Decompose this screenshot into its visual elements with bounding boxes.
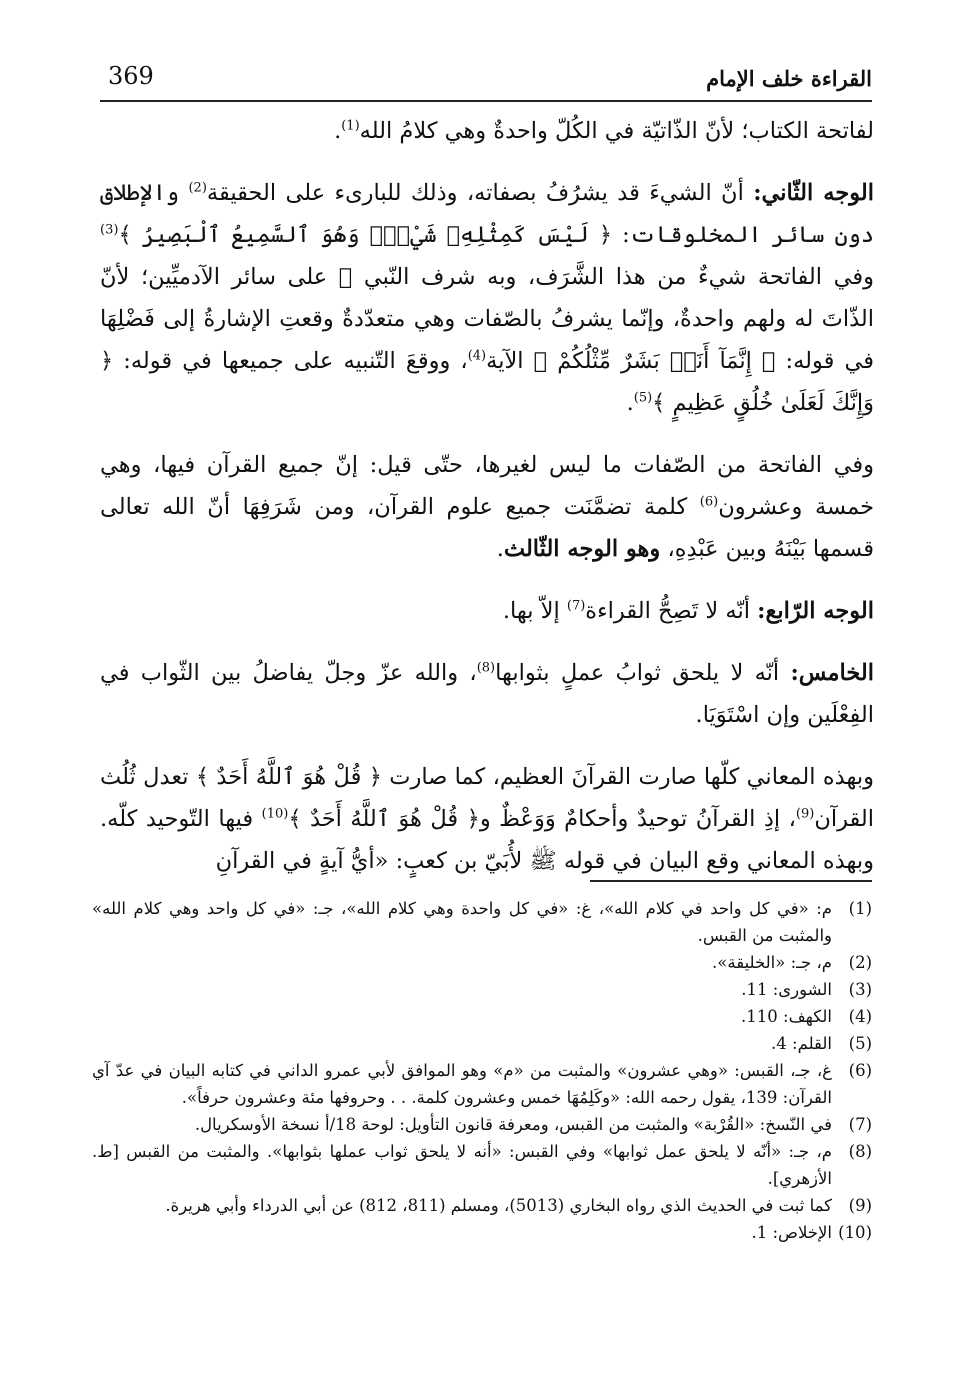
footnote-item bbox=[92, 1003, 872, 1030]
footnote-text: م، جـ: «أنّه لا يلحق عمل ثوابها» وفي القبس: «أنه لا يلحق ثواب عملها بثوابها». والمثبت من القبس [ط. الأزهري]. bbox=[92, 1142, 832, 1188]
page-number: 369 bbox=[108, 62, 154, 90]
footnote-number: (5) bbox=[848, 1034, 872, 1053]
paragraph-2: الوجه الثّاني: أنّ الشيءَ قد يشرُفُ بصفاته، وذلك للبارىء على الحقيقة$^{(2)}$ والإطلاق دون سائر المخلوقات: ﴿ لَيْسَ كَمِثْلِهِۦ شَيْءٌۖ وَهُوَ ٱلسَّمِيعُ ٱلْبَصِيرُ ﴾$^{(3)}$ وفي الفاتحة شيءٌ من هذا الشَّرَف، وبه شرف النّبي ﷺ على سائر الآدميِّين؛ لأنّ الذّاتَ له ولهم واحدةٌ، وإنّما يشرفُ بالصّفات وهي متعدّدةٌ وقعتِ الإشارةُ إلى فَضْلِهَا في قوله: ﴿ إِنَّمَآ أَنَا۠ بَشَرٌ مِّثْلُكُمْ ﴾ الآية$^{(4)}$، ووقعَ التّنبيه على جميعها في قوله: ﴿ وَإِنَّكَ لَعَلَىٰ خُلُقٍ عَظِيمٍ ﴾$^{(5)}$. bbox=[100, 180, 875, 416]
paragraph-1: لفاتحة الكتاب؛ لأنّ الذّاتيّة في الكُلّ واحدةٌ وهي كلامُ الله$^{(1)}$. bbox=[334, 118, 874, 144]
footnote-text: الإخلاص: 1. bbox=[751, 1223, 832, 1242]
page-header bbox=[100, 58, 872, 102]
footnote-text: الكهف: 110. bbox=[741, 1007, 832, 1026]
paragraph-4: الوجه الرّابع: أنّه لا تَصِحُّ القراءة$^{(7)}$ إلاّ بها. bbox=[502, 598, 874, 624]
paragraph-6: وبهذه المعاني كلّها صارت القرآنَ العظيم، كما صارت ﴿ قُلْ هُوَ ٱللَّهُ أَحَدٌ ﴾ تعدل ثُلُث القرآن$^{(9)}$، إذِ القرآنُ توحيدٌ وأحكامٌ وَوَعْظٌ و﴿ قُلْ هُوَ ٱللَّهُ أَحَدٌ ﴾$^{(10)}$ فيها التّوحيد كلّه. وبهذه المعاني وقع البيان في قوله ﷺ لأُبَيّ بن كعبٍ: «أيُّ آيةٍ في القرآنِ bbox=[100, 764, 875, 874]
footnote-ref[interactable]: (4) bbox=[467, 348, 487, 364]
footnote-ref[interactable]: (2) bbox=[188, 180, 207, 196]
footnote-text: غ، جـ، القبس: «وهي عشرون» والمثبت من «م» وهو الموافق لأبي عمرو الداني في كتابه البيان في عدّ آي القرآن: 139، يقول رحمه الله: «وكَلِمُهَا خمس وعشرون كلمة. . . وحروفها مئة وعشرون حرفاً». bbox=[92, 1061, 832, 1107]
footnote-number: (2) bbox=[848, 953, 872, 972]
running-title: القراءة خلف الإمام bbox=[706, 66, 872, 91]
footnote-text: في النّسخ: «القُرْبة» والمثبت من القبس، ومعرفة قانون التأويل: لوحة 18/أ نسخة الأوسكريال. bbox=[194, 1115, 832, 1134]
footnote-item bbox=[92, 949, 872, 976]
footnote-text: م: «في كل واحد في كلام الله»، غ: «في كل واحدة وهي كلام الله»، جـ: «في كل واحد وهي كلام الله» والمثبت من القبس. bbox=[92, 899, 832, 945]
footnote-item bbox=[92, 1111, 872, 1138]
footnote-text: كما ثبت في الحديث الذي رواه البخاري (5013)، ومسلم (811، 812) عن أبي الدرداء وأبي هريرة. bbox=[165, 1196, 832, 1215]
footnote-number: (10) bbox=[838, 1223, 872, 1242]
footnote-ref[interactable]: (10) bbox=[261, 806, 289, 822]
paragraph-5: الخامس: أنّه لا يلحق ثوابُ عملٍ بثوابها$^{(8)}$، والله عزّ وجلّ يفاضلُ بين الثّواب في الفِعْلَين وإن اسْتَوَيَا. bbox=[100, 660, 874, 728]
main-text bbox=[100, 110, 874, 902]
footnote-ref[interactable]: (6) bbox=[699, 494, 719, 510]
paragraph-3: وفي الفاتحة من الصّفات ما ليس لغيرها، حتّى قيل: إنّ جميع القرآن فيها، وهي خمسة وعشرون$^{(6)}$ كلمة تضمَّنَت جميع علوم القرآن، ومن شَرَفِهَا أنّ الله تعالى قسمها بَيْنَهُ وبين عَبْدِهِ، وهو الوجه الثّالث. bbox=[100, 452, 874, 562]
section-lead: الخامس: bbox=[790, 660, 874, 686]
section-lead: الوجه الرّابع: bbox=[757, 598, 874, 624]
footnote-divider bbox=[590, 880, 872, 882]
footnote-ref[interactable]: (1) bbox=[341, 118, 360, 134]
footnote-ref[interactable]: (3) bbox=[100, 222, 119, 238]
footnote-item bbox=[92, 1219, 872, 1246]
footnote-text: القلم: 4. bbox=[771, 1034, 832, 1053]
footnote-number: (3) bbox=[848, 980, 872, 999]
footnote-ref[interactable]: (9) bbox=[795, 806, 815, 822]
footnote-ref[interactable]: (8) bbox=[476, 660, 496, 676]
footnote-text: م، جـ: «الخليقة». bbox=[712, 953, 832, 972]
footnote-item bbox=[92, 895, 872, 949]
footnote-ref[interactable]: (7) bbox=[566, 598, 586, 614]
footnote-number: (7) bbox=[848, 1115, 872, 1134]
footnote-item bbox=[92, 976, 872, 1003]
footnote-number: (4) bbox=[848, 1007, 872, 1026]
footnote-number: (8) bbox=[848, 1142, 872, 1161]
footnote-number: (6) bbox=[848, 1061, 872, 1080]
section-lead: وهو الوجه الثّالث bbox=[503, 536, 661, 562]
footnote-item bbox=[92, 1030, 872, 1057]
footnote-number: (1) bbox=[848, 899, 872, 918]
footnote-item bbox=[92, 1192, 872, 1219]
section-lead: الوجه الثّاني: bbox=[753, 180, 875, 206]
footnote-number: (9) bbox=[848, 1196, 872, 1215]
footnote-text: الشورى: 11. bbox=[741, 980, 832, 999]
footnotes bbox=[92, 895, 872, 1246]
footnote-item bbox=[92, 1057, 872, 1111]
footnote-ref[interactable]: (5) bbox=[633, 390, 653, 406]
footnote-item bbox=[92, 1138, 872, 1192]
